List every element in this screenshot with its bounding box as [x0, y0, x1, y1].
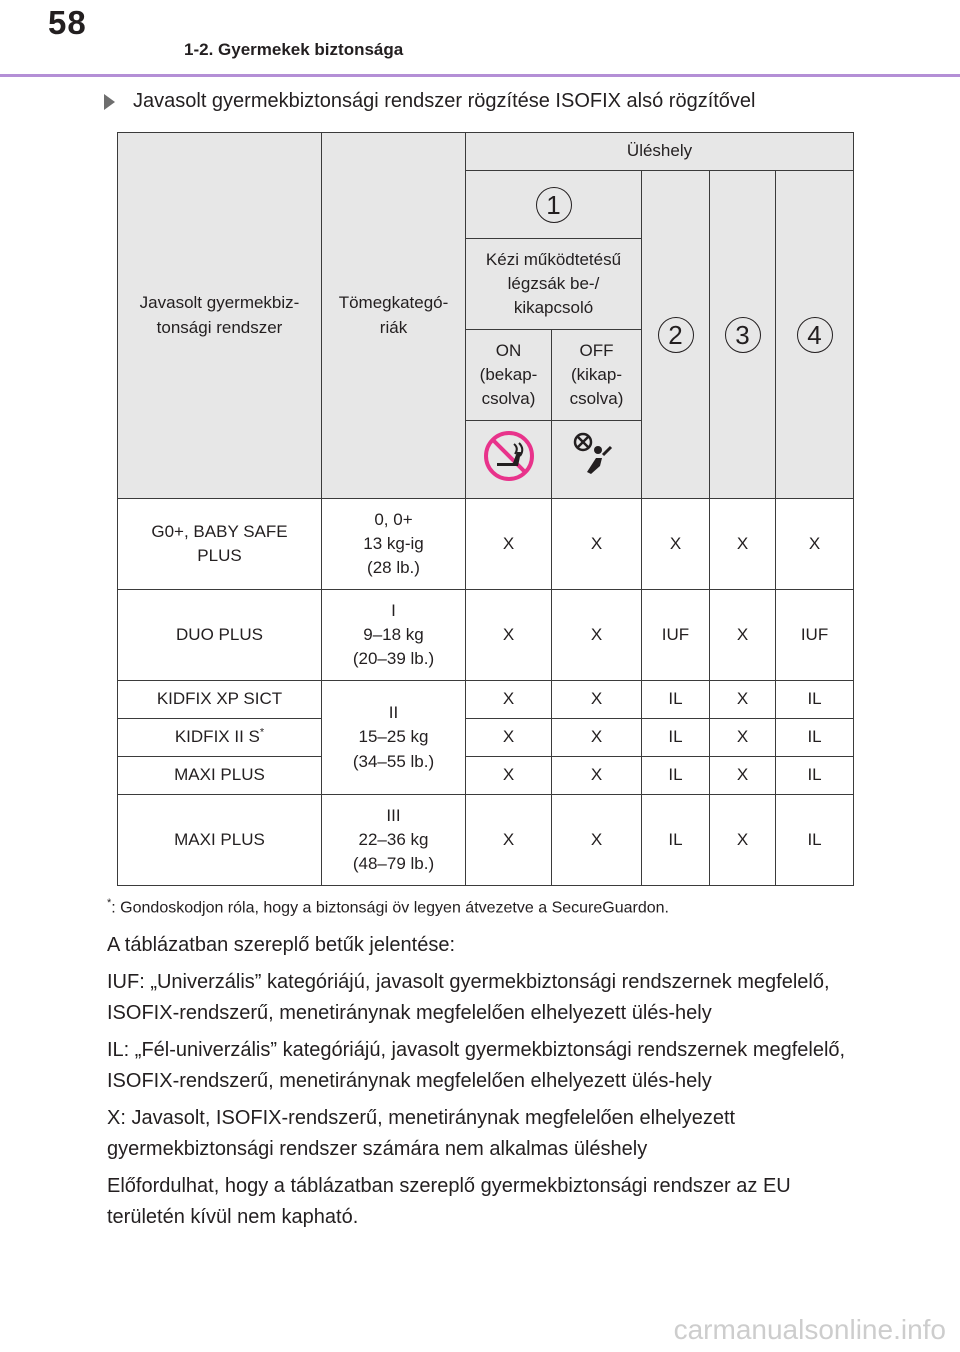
table-row [118, 681, 854, 719]
airbag-on-icon-cell [466, 421, 552, 499]
value-cell: X [552, 681, 642, 719]
weight-cell: III 22–36 kg (48–79 lb.) [322, 795, 466, 886]
value-cell: X [466, 795, 552, 886]
subheading-text: Javasolt gyermekbiztonsági rendszer rögzítése ISOFIX alsó rögzítővel [133, 90, 756, 112]
arrow-right-icon [104, 94, 115, 110]
header-recommended-system: Javasolt gyermekbiz- tonsági rendszer [118, 133, 322, 499]
value-cell: IL [642, 757, 710, 795]
value-cell: IUF [642, 590, 710, 681]
value-cell: IL [776, 795, 854, 886]
legend-text [107, 930, 857, 1239]
weight-cell: I 9–18 kg (20–39 lb.) [322, 590, 466, 681]
footnote-text: : Gondoskodjon róla, hogy a biztonsági öv legyen átvezetve a SecureGuardon. [111, 899, 669, 917]
rear-facing-seat-prohibited-icon [483, 430, 535, 482]
value-cell: X [776, 499, 854, 590]
system-cell: G0+, BABY SAFE PLUS [118, 499, 322, 590]
value-cell: X [552, 499, 642, 590]
seat-4-cell [776, 171, 854, 499]
system-cell: KIDFIX XP SICT [118, 681, 322, 719]
value-cell: IL [776, 719, 854, 757]
table-row [118, 499, 854, 590]
footnote-marker: * [259, 726, 265, 739]
isofix-table [117, 132, 854, 886]
availability-note: Előfordulhat, hogy a táblázatban szereplő gyermekbiztonsági rendszer az EU területén kívül nem kapható. [107, 1175, 791, 1228]
value-cell: X [710, 757, 776, 795]
header-rule [0, 74, 960, 77]
value-cell: IL [776, 681, 854, 719]
system-cell: MAXI PLUS [118, 757, 322, 795]
value-cell: X [466, 681, 552, 719]
seat-number-1: 1 [536, 187, 572, 223]
table-row [118, 719, 854, 757]
value-cell: X [466, 757, 552, 795]
footnote [107, 897, 669, 917]
page-number: 58 [48, 4, 87, 41]
value-cell: X [552, 757, 642, 795]
value-cell: X [466, 590, 552, 681]
value-cell: IL [776, 757, 854, 795]
value-cell: X [710, 499, 776, 590]
system-cell: KIDFIX II S* [118, 719, 322, 757]
subheading [104, 90, 756, 113]
weight-cell: II 15–25 kg (34–55 lb.) [322, 681, 466, 795]
table-row [118, 757, 854, 795]
value-cell: X [710, 681, 776, 719]
switch-on-header: ON (bekap- csolva) [466, 330, 552, 421]
seat-number-4: 4 [797, 317, 833, 353]
value-cell: IUF [776, 590, 854, 681]
value-cell: IL [642, 681, 710, 719]
header-seat-position: Üléshely [466, 133, 854, 171]
value-cell: IL [642, 795, 710, 886]
legend-il: IL: „Fél-univerzális” kategóriájú, javasolt gyermekbiztonsági rendszernek megfelelő, ISOFIX-rendszerű, menetiránynak megfelelően elhelyezett ülés-hely [107, 1039, 846, 1092]
value-cell: X [710, 795, 776, 886]
seat-number-3: 3 [725, 317, 761, 353]
section-title: 1-2. Gyermekek biztonsága [184, 40, 404, 59]
seat-1-cell [466, 171, 642, 239]
header-weight-category: Tömegkategó- riák [322, 133, 466, 499]
value-cell: X [710, 719, 776, 757]
watermark: carmanualsonline.info [673, 1314, 946, 1345]
value-cell: X [552, 795, 642, 886]
footnote-mark: * [107, 897, 112, 909]
passenger-airbag-off-icon [569, 428, 625, 484]
legend-x: X: Javasolt, ISOFIX-rendszerű, menetiránynak megfelelően elhelyezett gyermekbiztonsági rendszer számára nem alkalmas üléshely [107, 1107, 736, 1160]
system-cell: DUO PLUS [118, 590, 322, 681]
weight-cell: 0, 0+ 13 kg-ig (28 lb.) [322, 499, 466, 590]
value-cell: X [466, 499, 552, 590]
value-cell: X [466, 719, 552, 757]
table-row [118, 590, 854, 681]
airbag-switch-header: Kézi működtetésű légzsák be-/ kikapcsoló [466, 239, 642, 330]
legend-intro: A táblázatban szereplő betűk jelentése: [107, 934, 456, 956]
value-cell: X [552, 590, 642, 681]
system-cell: MAXI PLUS [118, 795, 322, 886]
value-cell: X [552, 719, 642, 757]
table-row [118, 795, 854, 886]
value-cell: X [710, 590, 776, 681]
seat-2-cell [642, 171, 710, 499]
value-cell: IL [642, 719, 710, 757]
switch-off-header: OFF (kikap- csolva) [552, 330, 642, 421]
value-cell: X [642, 499, 710, 590]
seat-3-cell [710, 171, 776, 499]
seat-number-2: 2 [658, 317, 694, 353]
legend-iuf: IUF: „Univerzális” kategóriájú, javasolt gyermekbiztonsági rendszernek megfelelő, ISOFIX-rendszerű, menetiránynak megfelelően elhelyezett ülés-hely [107, 971, 830, 1024]
airbag-off-icon-cell [552, 421, 642, 499]
